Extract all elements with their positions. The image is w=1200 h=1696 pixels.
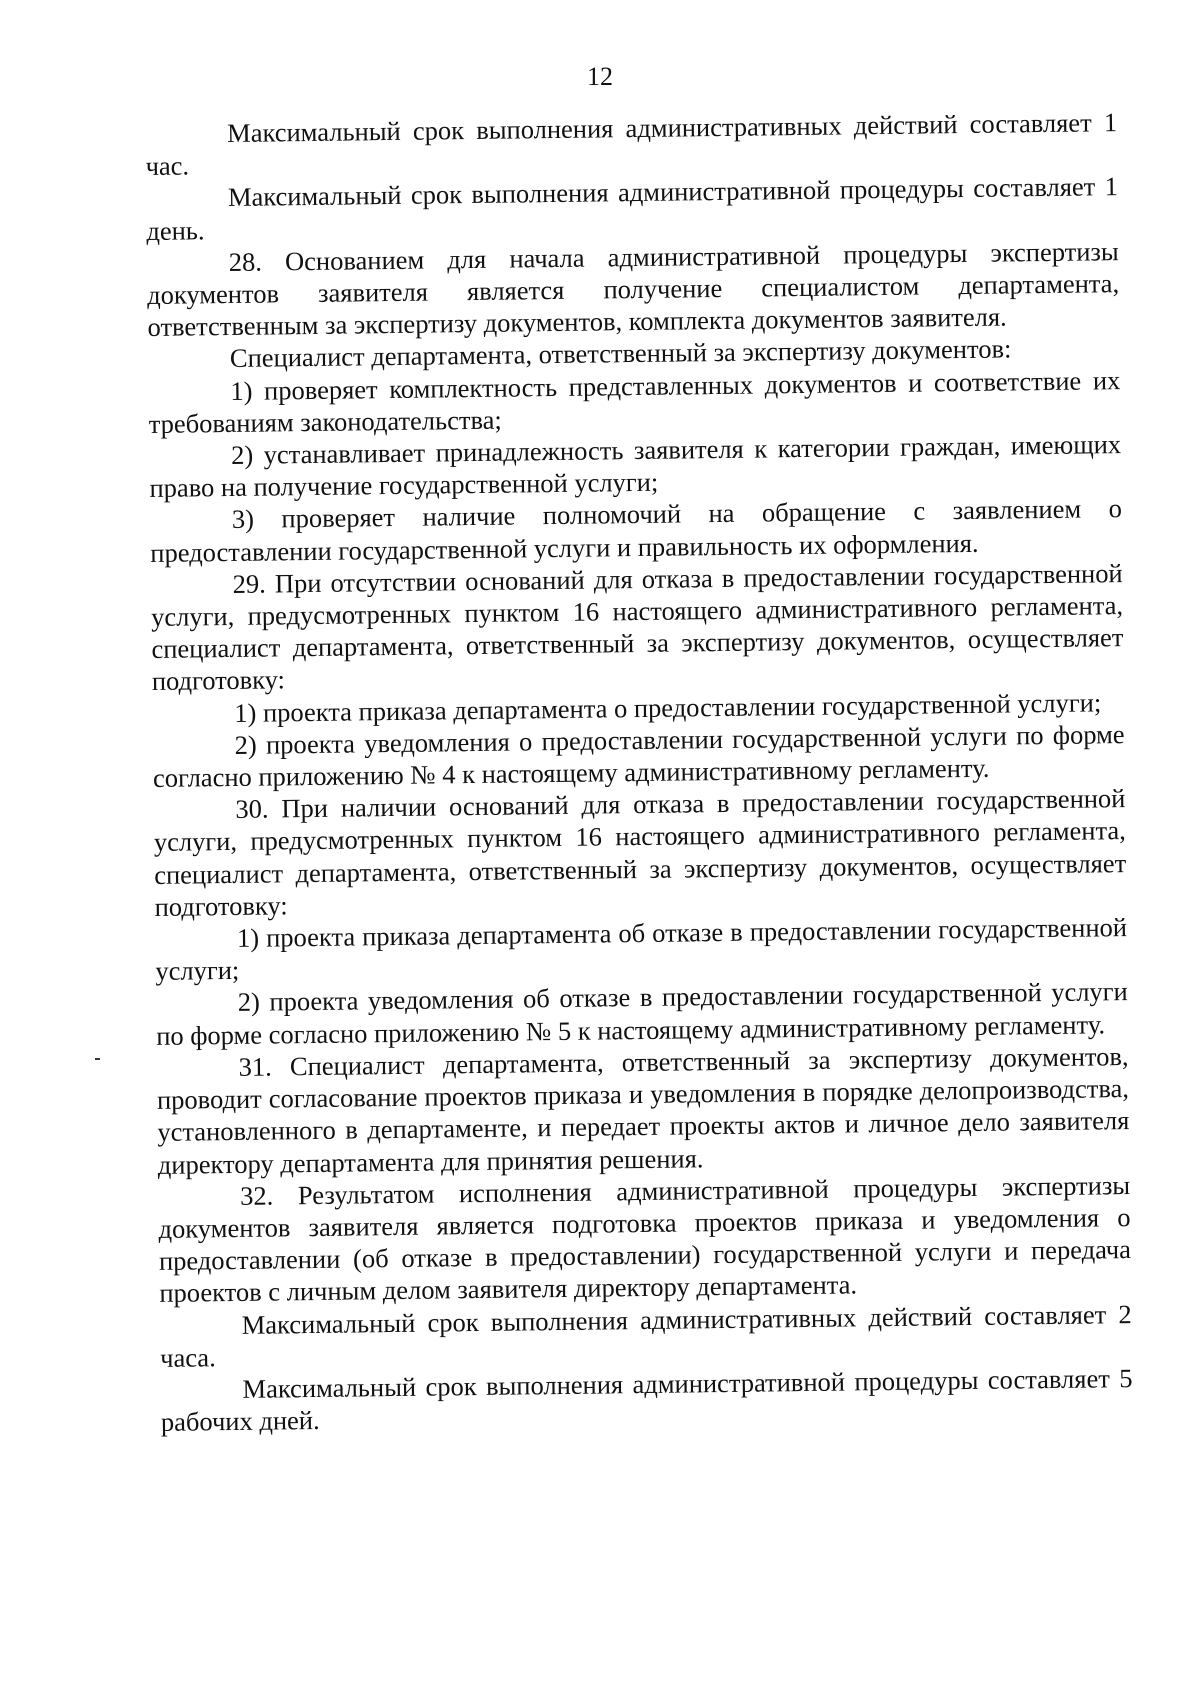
paragraph-31: 31. Специалист департамента, ответственный за экспертизу документов, проводит согласование проектов приказа и уведомления в порядке делопроизводства, установленного в департаменте, и передает проекты актов и личное дело заявителя директору департамента для принятия решения. (156, 1040, 1130, 1180)
list-item-draft-notice-refusal: 2) проекта уведомления об отказе в предоставлении государственной услуги по форме согласно приложению № 5 к настоящему административному регламенту. (156, 976, 1128, 1051)
list-item-checks-completeness: 1) проверяет комплектность представленных документов и соответствие их требованиям законодательства; (148, 364, 1121, 439)
paragraph-29: 29. При отсутствии оснований для отказа в предоставлении государственной услуги, предусмотренных пунктом 16 настоящего административного регламента, специалист департамента, ответственный за экспертизу документов, осуществляет подготовку: (150, 557, 1124, 697)
paragraph-max-time-procedure-1: Максимальный срок выполнения административной процедуры составляет 1 день. (146, 171, 1119, 246)
paragraph-specialist-duties: Специалист департамента, ответственный за экспертизу документов: (229, 333, 1012, 374)
list-item-checks-authority: 3) проверяет наличие полномочий на обращение с заявлением о предоставлении государственной услуги и правильность их оформления. (150, 493, 1123, 568)
scan-speck (95, 1058, 100, 1060)
list-item-draft-order-grant: 1) проекта приказа департамента о предоставлении государственной услуги; (234, 687, 1102, 728)
document-body (145, 106, 1133, 1438)
paragraph-max-time-procedure-2: Максимальный срок выполнения административной процедуры составляет 5 рабочих дней. (160, 1362, 1133, 1438)
paragraph-max-time-actions-1: Максимальный срок выполнения административных действий составляет 1 час. (145, 107, 1118, 182)
paragraph-32: 32. Результатом исполнения административной процедуры экспертизы документов заявителя является подготовка проектов приказа и уведомления о предоставлении (об отказе в предоставлении) государственной услуги и передача проектов с личным делом заявителя директору департамента. (158, 1169, 1132, 1309)
paragraph-max-time-actions-2: Максимальный срок выполнения административных действий составляет 2 часа. (159, 1298, 1132, 1373)
list-item-establishes-category: 2) устанавливает принадлежность заявителя к категории граждан, имеющих право на получение государственной услуги; (149, 429, 1122, 504)
list-item-draft-notice-grant: 2) проекта уведомления о предоставлении государственной услуги по форме согласно приложению № 4 к настоящему административному регламенту. (152, 718, 1125, 794)
paragraph-28: 28. Основанием для начала административной процедуры экспертизы документов заявителя является получение специалистом департамента, ответственным за экспертизу документов, комплекта документов заявителя. (146, 235, 1120, 343)
page-number: 12 (587, 62, 613, 91)
list-item-draft-order-refusal: 1) проекта приказа департамента об отказе в предоставлении государственной услуги; (155, 912, 1128, 987)
paragraph-30: 30. При наличии оснований для отказа в предоставлении государственной услуги, предусмотренных пунктом 16 настоящего административного регламента, специалист департамента, ответственный за экспертизу документов, осуществляет подготовку: (153, 783, 1127, 922)
